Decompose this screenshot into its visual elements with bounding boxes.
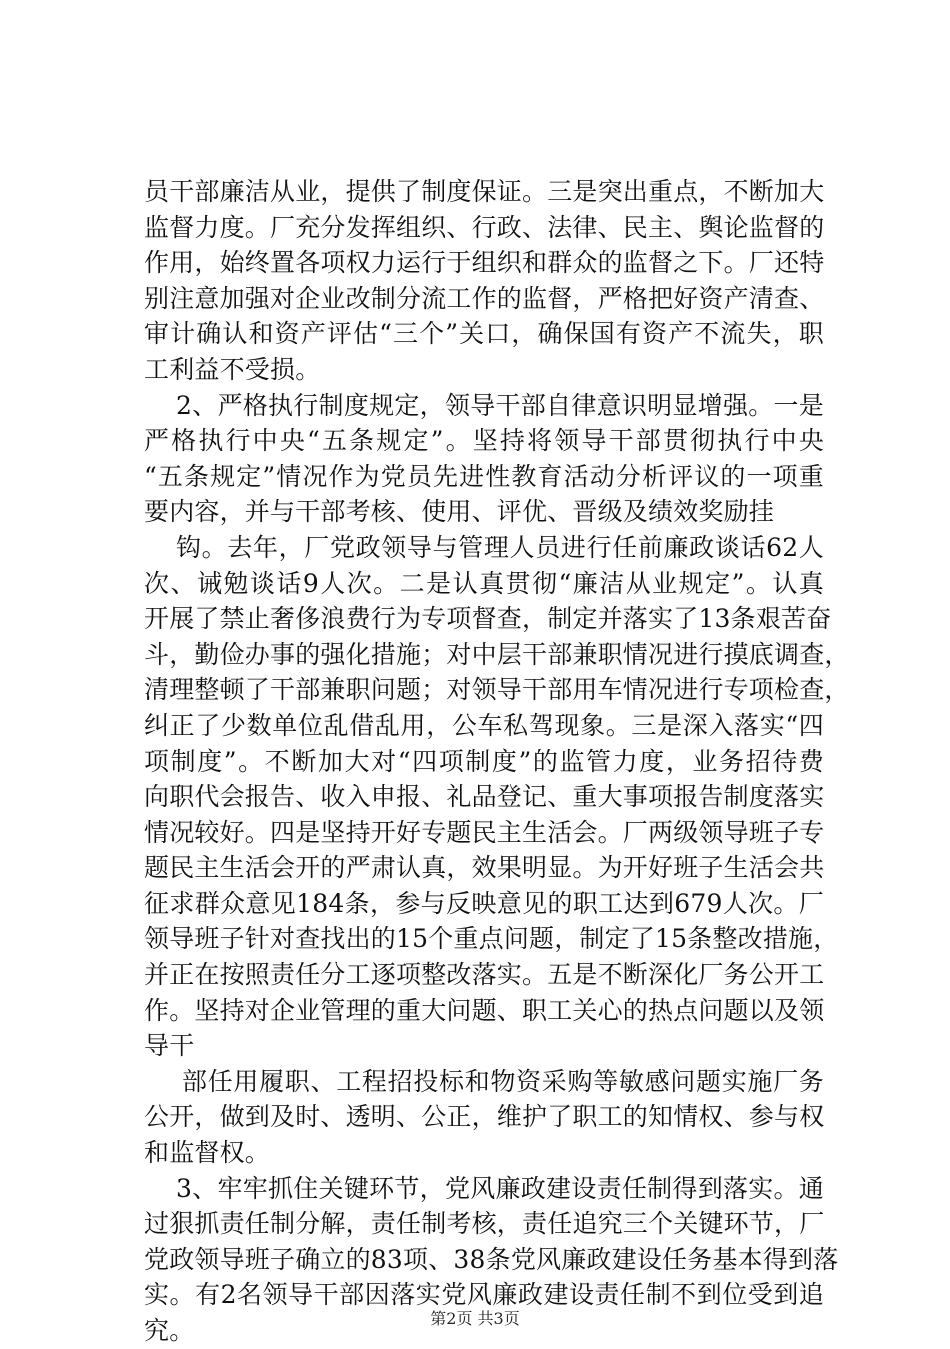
text-line: 和监督权。 — [144, 1138, 271, 1168]
text-line: 导干 — [144, 1031, 195, 1061]
page-footer — [0, 1306, 950, 1329]
text-line: 作。坚持对企业管理的重大问题、职工关心的热点问题以及领 — [144, 995, 825, 1025]
page-number-label: 第2页 共3页 — [430, 1309, 520, 1328]
text-line: 开展了禁止奢侈浪费行为专项督查，制定并落实了13条艰苦奋 — [144, 604, 832, 634]
text-line: 究。 — [144, 1316, 195, 1345]
text-line: 部任用履职、工程招投标和物资采购等敏感问题实施厂务 — [182, 1066, 824, 1096]
text-line: 次、诫勉谈话9人次。二是认真贯彻“廉洁从业规定”。认真 — [144, 568, 824, 598]
text-line: 向职代会报告、收入申报、礼品登记、重大事项报告制度落实 — [144, 782, 825, 812]
text-line: 情况较好。四是坚持开好专题民主生活会。厂两级领导班子专 — [144, 817, 825, 847]
text-line: 别注意加强对企业改制分流工作的监督，严格把好资产清查、 — [144, 283, 825, 313]
text-line: 过狠抓责任制分解，责任制考核，责任追究三个关键环节，厂 — [144, 1209, 825, 1239]
text-line: 领导班子针对查找出的15个重点问题，制定了15条整改措施， — [144, 924, 839, 954]
text-line: 并正在按照责任分工逐项整改落实。五是不断深化厂务公开工 — [144, 960, 825, 990]
document-body — [144, 174, 850, 1349]
text-line: 工利益不受损。 — [144, 354, 321, 384]
text-line: 2、严格执行制度规定，领导干部自律意识明显增强。一是 — [176, 390, 824, 420]
text-line: 公开，做到及时、透明、公正，维护了职工的知情权、参与权 — [144, 1102, 825, 1132]
text-line: 题民主生活会开的严肃认真，效果明显。为开好班子生活会共 — [144, 853, 825, 883]
text-line: 作用，始终置各项权力运行于组织和群众的监督之下。厂还特 — [144, 248, 825, 278]
text-line: 斗，勤俭办事的强化措施；对中层干部兼职情况进行摸底调查， — [144, 639, 850, 669]
text-line: 征求群众意见184条，参与反映意见的职工达到679人次。厂 — [144, 888, 824, 918]
text-line: 实。有2名领导干部因落实党风廉政建设责任制不到位受到追 — [144, 1280, 824, 1310]
text-line: 员干部廉洁从业，提供了制度保证。三是突出重点，不断加大 — [144, 177, 825, 206]
text-line: 党政领导班子确立的83项、38条党风廉政建设任务基本得到落 — [144, 1244, 839, 1274]
text-line: 严格执行中央“五条规定”。坚持将领导干部贯彻执行中央 — [144, 426, 824, 456]
text-line: 审计确认和资产评估“三个”关口，确保国有资产不流失，职 — [144, 319, 824, 349]
text-line: 监督力度。厂充分发挥组织、行政、法律、民主、舆论监督的 — [144, 212, 825, 242]
text-line: 钩。去年，厂党政领导与管理人员进行任前廉政谈话62人 — [176, 532, 824, 562]
text-line: “五条规定”情况作为党员先进性教育活动分析评议的一项重 — [144, 461, 824, 491]
text-line: 清理整顿了干部兼职问题；对领导干部用车情况进行专项检查， — [144, 675, 850, 705]
text-line: 纠正了少数单位乱借乱用，公车私驾现象。三是深入落实“四 — [144, 710, 824, 740]
text-line: 要内容，并与干部考核、使用、评优、晋级及绩效奖励挂 — [144, 497, 775, 527]
text-line: 项制度”。不断加大对“四项制度”的监管力度，业务招待费 — [144, 746, 824, 776]
text-line: 3、牢牢抓住关键环节，党风廉政建设责任制得到落实。通 — [176, 1173, 824, 1203]
